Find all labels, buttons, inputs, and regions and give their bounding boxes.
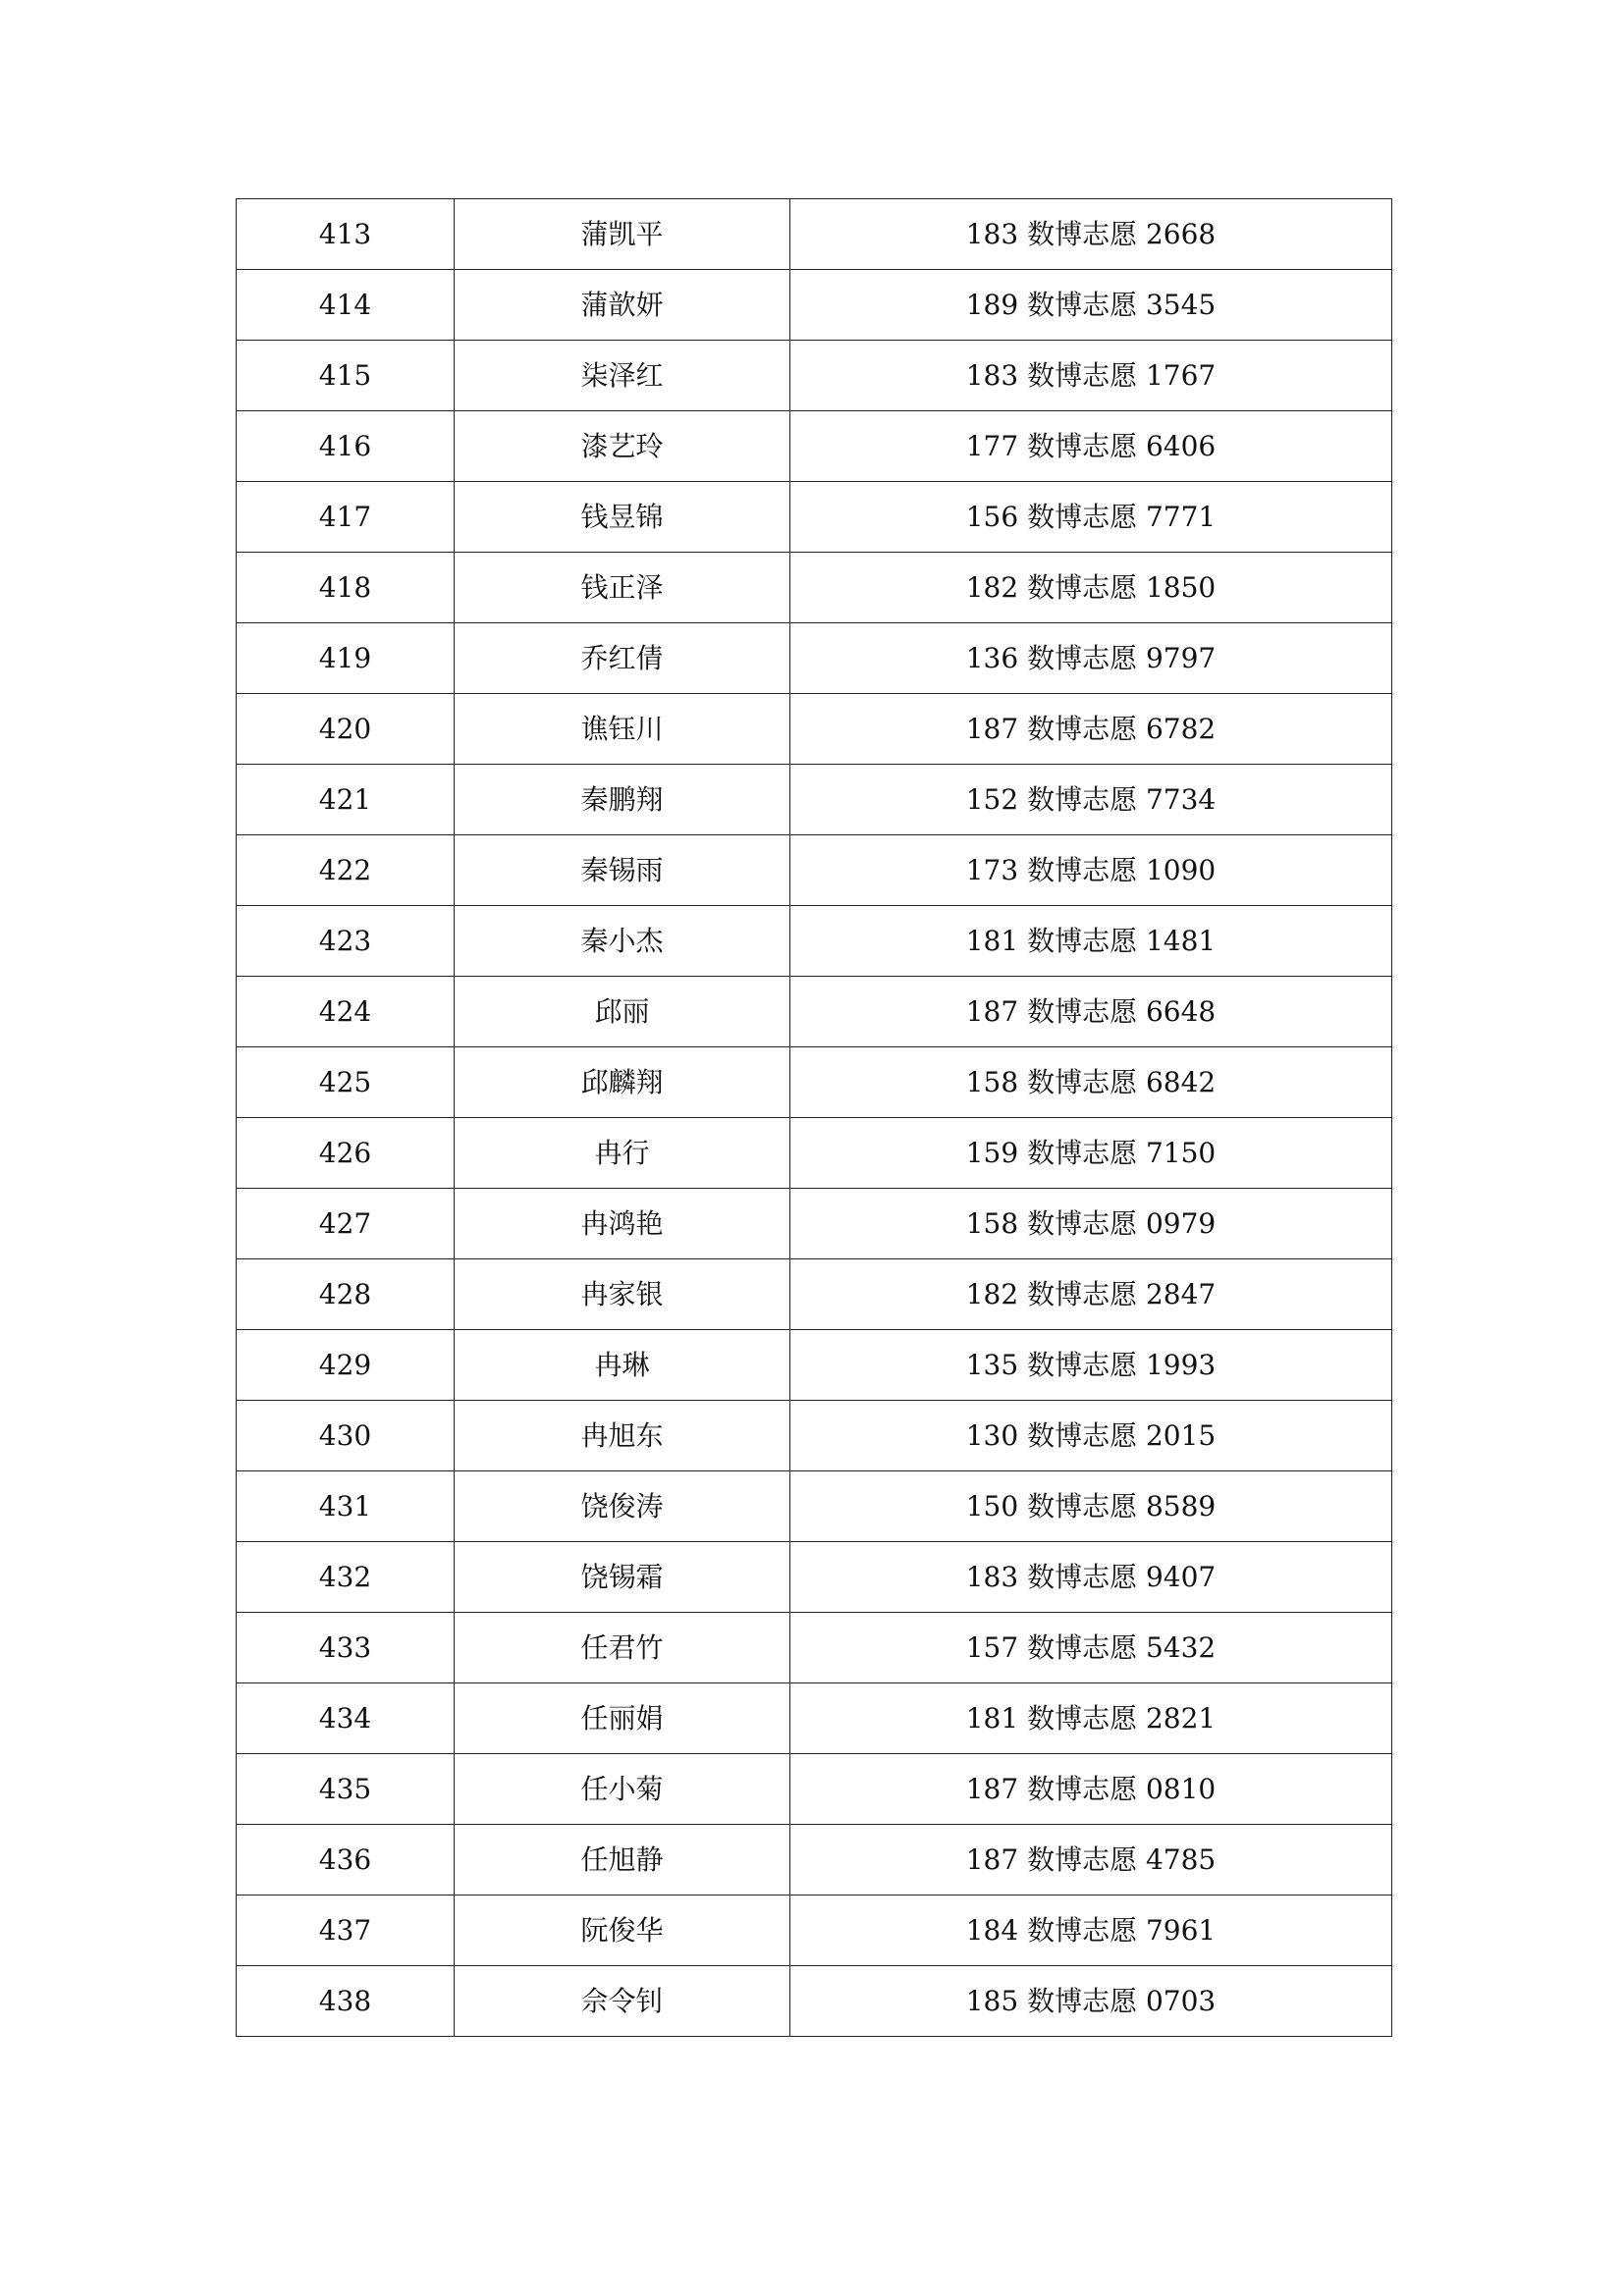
row-index: 426 bbox=[237, 1118, 455, 1189]
row-phone: 181 数博志愿 2821 bbox=[790, 1683, 1392, 1754]
row-index: 419 bbox=[237, 623, 455, 694]
row-name: 秦小杰 bbox=[455, 906, 790, 977]
row-index: 429 bbox=[237, 1330, 455, 1401]
row-index: 414 bbox=[237, 270, 455, 341]
table-row bbox=[237, 1259, 1392, 1330]
row-phone: 177 数博志愿 6406 bbox=[790, 411, 1392, 482]
row-name: 谯钰川 bbox=[455, 694, 790, 765]
row-index: 420 bbox=[237, 694, 455, 765]
row-phone: 183 数博志愿 1767 bbox=[790, 341, 1392, 411]
row-name: 阮俊华 bbox=[455, 1896, 790, 1966]
table-row bbox=[237, 835, 1392, 906]
row-name: 邱麟翔 bbox=[455, 1047, 790, 1118]
row-phone: 157 数博志愿 5432 bbox=[790, 1613, 1392, 1683]
row-name: 饶俊涛 bbox=[455, 1471, 790, 1542]
table-row bbox=[237, 1118, 1392, 1189]
row-name: 邱丽 bbox=[455, 977, 790, 1047]
row-name: 冉行 bbox=[455, 1118, 790, 1189]
row-name: 秦锡雨 bbox=[455, 835, 790, 906]
table-row bbox=[237, 341, 1392, 411]
table-row bbox=[237, 1401, 1392, 1471]
volunteer-roster-table bbox=[236, 198, 1392, 2037]
table-row bbox=[237, 553, 1392, 623]
row-name: 任君竹 bbox=[455, 1613, 790, 1683]
row-index: 432 bbox=[237, 1542, 455, 1613]
row-name: 柒泽红 bbox=[455, 341, 790, 411]
row-phone: 182 数博志愿 2847 bbox=[790, 1259, 1392, 1330]
table-row bbox=[237, 1896, 1392, 1966]
table-row bbox=[237, 1542, 1392, 1613]
row-phone: 183 数博志愿 9407 bbox=[790, 1542, 1392, 1613]
row-phone: 187 数博志愿 0810 bbox=[790, 1754, 1392, 1825]
row-name: 钱昱锦 bbox=[455, 482, 790, 553]
row-phone: 187 数博志愿 6782 bbox=[790, 694, 1392, 765]
row-index: 413 bbox=[237, 199, 455, 270]
row-phone: 183 数博志愿 2668 bbox=[790, 199, 1392, 270]
table-row bbox=[237, 1330, 1392, 1401]
row-phone: 173 数博志愿 1090 bbox=[790, 835, 1392, 906]
row-name: 任丽娟 bbox=[455, 1683, 790, 1754]
row-index: 437 bbox=[237, 1896, 455, 1966]
row-name: 冉琳 bbox=[455, 1330, 790, 1401]
row-index: 421 bbox=[237, 765, 455, 835]
table-row bbox=[237, 199, 1392, 270]
row-name: 蒲凯平 bbox=[455, 199, 790, 270]
row-phone: 158 数博志愿 0979 bbox=[790, 1189, 1392, 1259]
row-index: 434 bbox=[237, 1683, 455, 1754]
row-phone: 181 数博志愿 1481 bbox=[790, 906, 1392, 977]
table-row bbox=[237, 1825, 1392, 1896]
table-row bbox=[237, 411, 1392, 482]
table-row bbox=[237, 694, 1392, 765]
row-phone: 150 数博志愿 8589 bbox=[790, 1471, 1392, 1542]
table-row bbox=[237, 977, 1392, 1047]
row-index: 428 bbox=[237, 1259, 455, 1330]
row-index: 427 bbox=[237, 1189, 455, 1259]
row-name: 任小菊 bbox=[455, 1754, 790, 1825]
row-phone: 184 数博志愿 7961 bbox=[790, 1896, 1392, 1966]
row-name: 任旭静 bbox=[455, 1825, 790, 1896]
row-name: 漆艺玲 bbox=[455, 411, 790, 482]
roster-table-body bbox=[237, 199, 1392, 2037]
row-index: 418 bbox=[237, 553, 455, 623]
row-name: 冉鸿艳 bbox=[455, 1189, 790, 1259]
row-phone: 156 数博志愿 7771 bbox=[790, 482, 1392, 553]
table-row bbox=[237, 765, 1392, 835]
row-index: 431 bbox=[237, 1471, 455, 1542]
row-name: 乔红倩 bbox=[455, 623, 790, 694]
table-row bbox=[237, 1613, 1392, 1683]
row-phone: 135 数博志愿 1993 bbox=[790, 1330, 1392, 1401]
row-index: 424 bbox=[237, 977, 455, 1047]
row-index: 430 bbox=[237, 1401, 455, 1471]
row-phone: 136 数博志愿 9797 bbox=[790, 623, 1392, 694]
row-name: 冉旭东 bbox=[455, 1401, 790, 1471]
table-row bbox=[237, 1471, 1392, 1542]
row-name: 冉家银 bbox=[455, 1259, 790, 1330]
row-phone: 159 数博志愿 7150 bbox=[790, 1118, 1392, 1189]
table-row bbox=[237, 906, 1392, 977]
row-name: 钱正泽 bbox=[455, 553, 790, 623]
row-index: 435 bbox=[237, 1754, 455, 1825]
row-index: 423 bbox=[237, 906, 455, 977]
row-name: 秦鹏翔 bbox=[455, 765, 790, 835]
table-row bbox=[237, 1047, 1392, 1118]
row-phone: 187 数博志愿 6648 bbox=[790, 977, 1392, 1047]
table-row bbox=[237, 1683, 1392, 1754]
row-phone: 185 数博志愿 0703 bbox=[790, 1966, 1392, 2037]
row-name: 蒲歆妍 bbox=[455, 270, 790, 341]
row-index: 438 bbox=[237, 1966, 455, 2037]
row-index: 436 bbox=[237, 1825, 455, 1896]
row-phone: 158 数博志愿 6842 bbox=[790, 1047, 1392, 1118]
table-row bbox=[237, 1966, 1392, 2037]
row-phone: 152 数博志愿 7734 bbox=[790, 765, 1392, 835]
row-index: 433 bbox=[237, 1613, 455, 1683]
table-row bbox=[237, 1189, 1392, 1259]
row-phone: 182 数博志愿 1850 bbox=[790, 553, 1392, 623]
table-row bbox=[237, 270, 1392, 341]
row-index: 415 bbox=[237, 341, 455, 411]
row-phone: 130 数博志愿 2015 bbox=[790, 1401, 1392, 1471]
table-row bbox=[237, 1754, 1392, 1825]
table-row bbox=[237, 482, 1392, 553]
row-index: 425 bbox=[237, 1047, 455, 1118]
table-row bbox=[237, 623, 1392, 694]
row-phone: 189 数博志愿 3545 bbox=[790, 270, 1392, 341]
row-phone: 187 数博志愿 4785 bbox=[790, 1825, 1392, 1896]
row-index: 416 bbox=[237, 411, 455, 482]
row-name: 佘令钊 bbox=[455, 1966, 790, 2037]
row-index: 417 bbox=[237, 482, 455, 553]
row-name: 饶锡霜 bbox=[455, 1542, 790, 1613]
row-index: 422 bbox=[237, 835, 455, 906]
